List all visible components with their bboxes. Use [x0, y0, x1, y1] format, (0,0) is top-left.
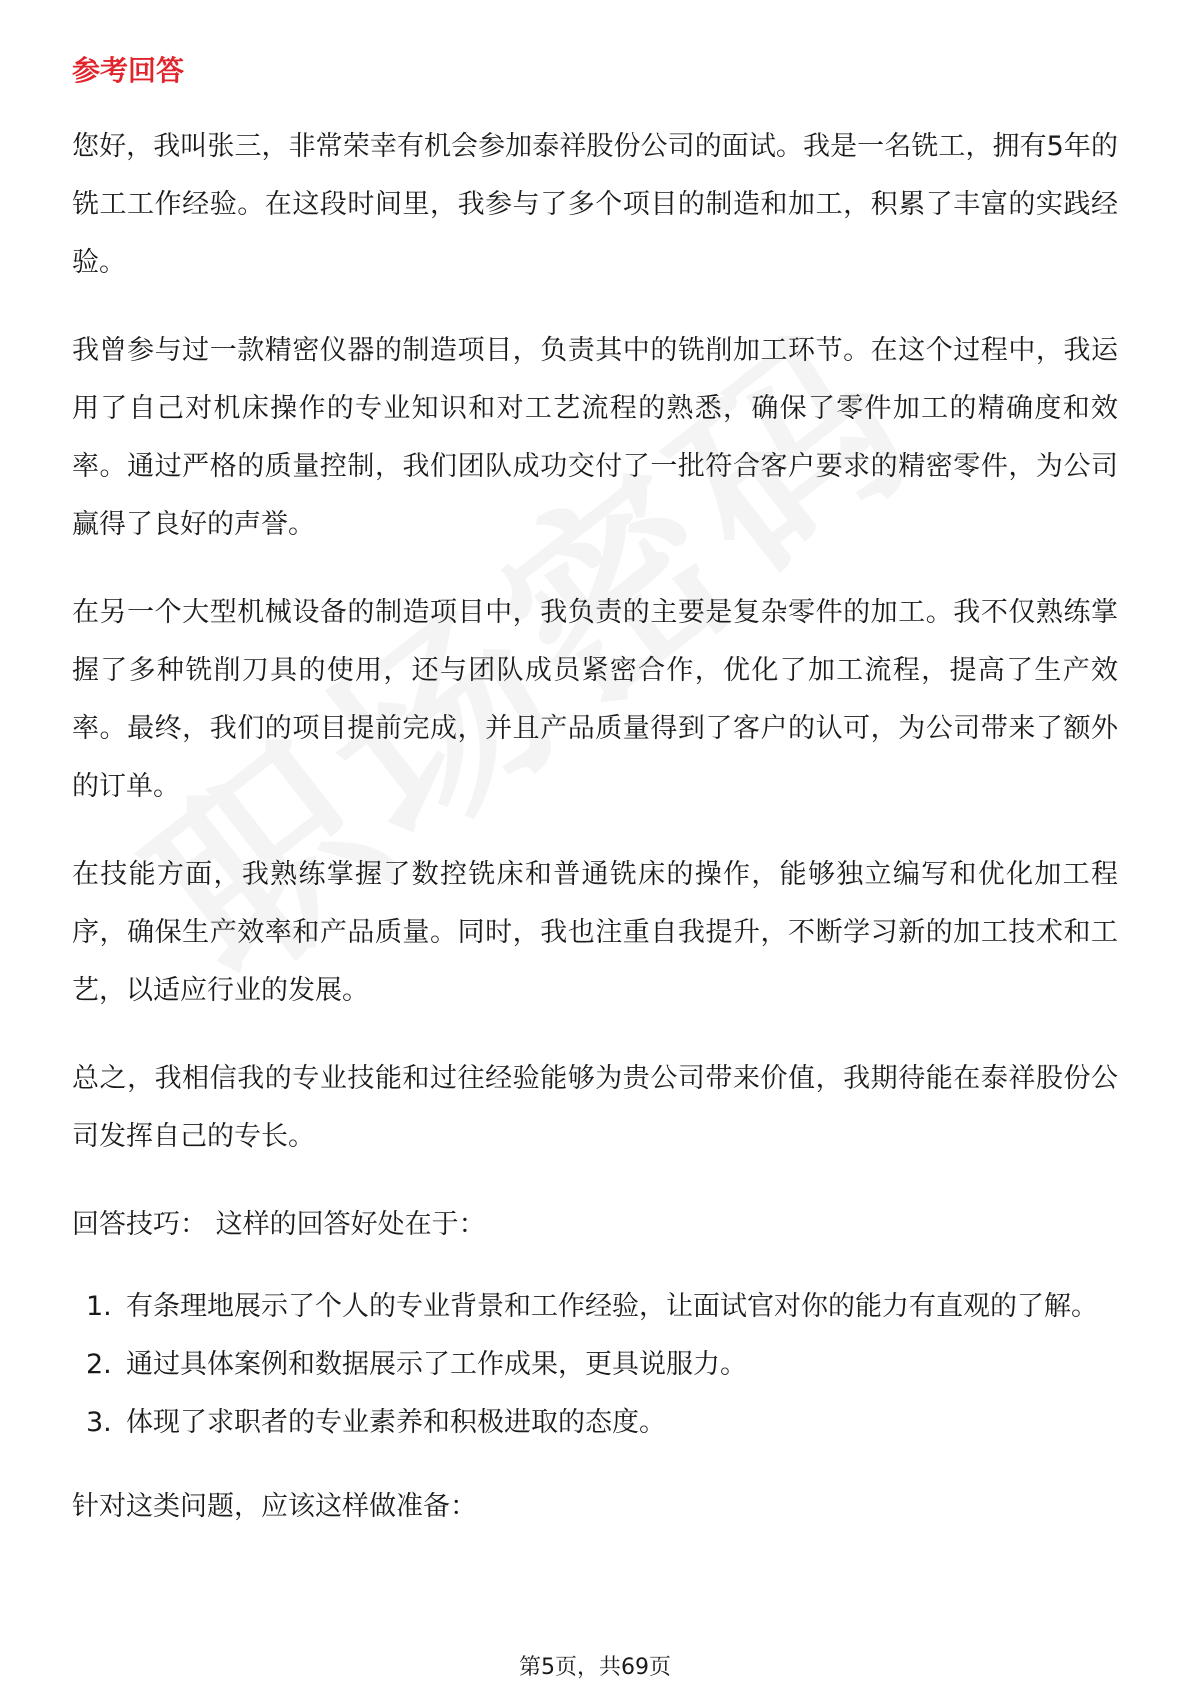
list-item-number: 2.	[86, 1349, 112, 1380]
document-body	[72, 44, 1118, 1560]
answer-paragraph: 在技能方面，我熟练掌握了数控铣床和普通铣床的操作，能够独立编写和优化加工程序，确保生产效率和产品质量。同时，我也注重自我提升，不断学习新的加工技术和工艺，以适应行业的发展。	[72, 859, 1118, 1006]
list-item-text: 有条理地展示了个人的专业背景和工作经验，让面试官对你的能力有直观的了解。	[126, 1291, 1098, 1322]
page-number: 第5页，共69页	[519, 1655, 671, 1680]
list-item-number: 3.	[86, 1407, 112, 1438]
tips-heading: 回答技巧： 这样的回答好处在于：	[72, 1209, 486, 1240]
list-item	[72, 1336, 1118, 1394]
list-item	[72, 1278, 1118, 1336]
answer-paragraph: 在另一个大型机械设备的制造项目中，我负责的主要是复杂零件的加工。我不仅熟练掌握了多种铣削刀具的使用，还与团队成员紧密合作，优化了加工流程，提高了生产效率。最终，我们的项目提前完成，并且产品质量得到了客户的认可，为公司带来了额外的订单。	[72, 597, 1118, 802]
list-item-number: 1.	[86, 1291, 112, 1322]
answer-paragraph: 您好，我叫张三，非常荣幸有机会参加泰祥股份公司的面试。我是一名铣工，拥有5年的铣工工作经验。在这段时间里，我参与了多个项目的制造和加工，积累了丰富的实践经验。	[72, 131, 1118, 278]
answer-paragraph: 总之，我相信我的专业技能和过往经验能够为贵公司带来价值，我期待能在泰祥股份公司发挥自己的专长。	[72, 1063, 1118, 1152]
prep-heading: 针对这类问题，应该这样做准备：	[72, 1491, 477, 1522]
list-item-text: 通过具体案例和数据展示了工作成果，更具说服力。	[126, 1349, 747, 1380]
list-item-text: 体现了求职者的专业素养和积极进取的态度。	[126, 1407, 666, 1438]
section-title: 参考回答	[72, 54, 185, 87]
list-item	[72, 1394, 1118, 1452]
tips-list	[72, 1278, 1118, 1452]
answer-paragraph: 我曾参与过一款精密仪器的制造项目，负责其中的铣削加工环节。在这个过程中，我运用了自己对机床操作的专业知识和对工艺流程的熟悉，确保了零件加工的精确度和效率。通过严格的质量控制，我们团队成功交付了一批符合客户要求的精密零件，为公司赢得了良好的声誉。	[72, 335, 1118, 540]
